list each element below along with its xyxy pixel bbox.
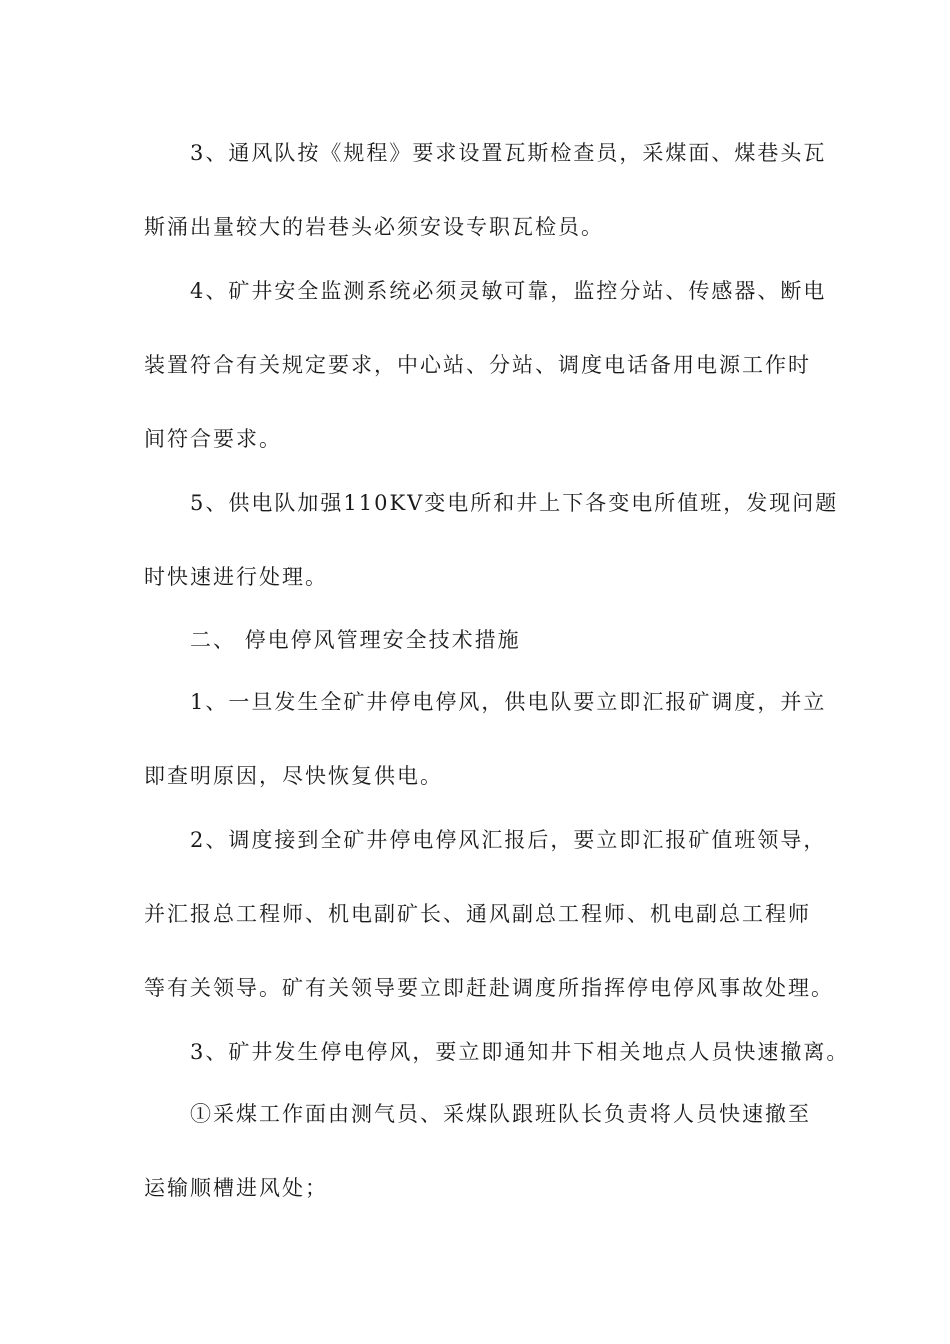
paragraph-5-power-line-1: 5、供电队加强110KV变电所和井上下各变电所值班，发现问题 xyxy=(190,491,839,515)
measure-3-item-1-line-2: 运输顺槽进风处； xyxy=(144,1176,328,1200)
measure-1-line-1: 1、一旦发生全矿井停电停风，供电队要立即汇报矿调度，并立 xyxy=(190,690,827,714)
measure-3-item-1-line-1: ①采煤工作面由测气员、采煤队跟班队长负责将人员快速撤至 xyxy=(190,1102,811,1126)
measure-2-line-2: 并汇报总工程师、机电副矿长、通风副总工程师、机电副总工程师 xyxy=(144,902,811,926)
paragraph-5-power-line-2: 时快速进行处理。 xyxy=(144,565,328,589)
paragraph-3-ventilation-line-1: 3、通风队按《规程》要求设置瓦斯检查员，采煤面、煤巷头瓦 xyxy=(190,141,827,165)
paragraph-4-monitoring-line-3: 间符合要求。 xyxy=(144,427,282,451)
paragraph-4-monitoring-line-2: 装置符合有关规定要求，中心站、分站、调度电话备用电源工作时 xyxy=(144,353,811,377)
paragraph-4-monitoring-line-1: 4、矿井安全监测系统必须灵敏可靠，监控分站、传感器、断电 xyxy=(190,279,827,303)
measure-1-line-2: 即查明原因，尽快恢复供电。 xyxy=(144,764,443,788)
paragraph-3-ventilation-line-2: 斯涌出量较大的岩巷头必须安设专职瓦检员。 xyxy=(144,215,604,239)
measure-3-line-1: 3、矿井发生停电停风，要立即通知井下相关地点人员快速撤离。 xyxy=(190,1040,850,1064)
section-heading-2: 二、 停电停风管理安全技术措施 xyxy=(190,628,521,652)
measure-2-line-1: 2、调度接到全矿井停电停风汇报后，要立即汇报矿值班领导， xyxy=(190,828,827,852)
measure-2-line-3: 等有关领导。矿有关领导要立即赶赴调度所指挥停电停风事故处理。 xyxy=(144,976,834,1000)
